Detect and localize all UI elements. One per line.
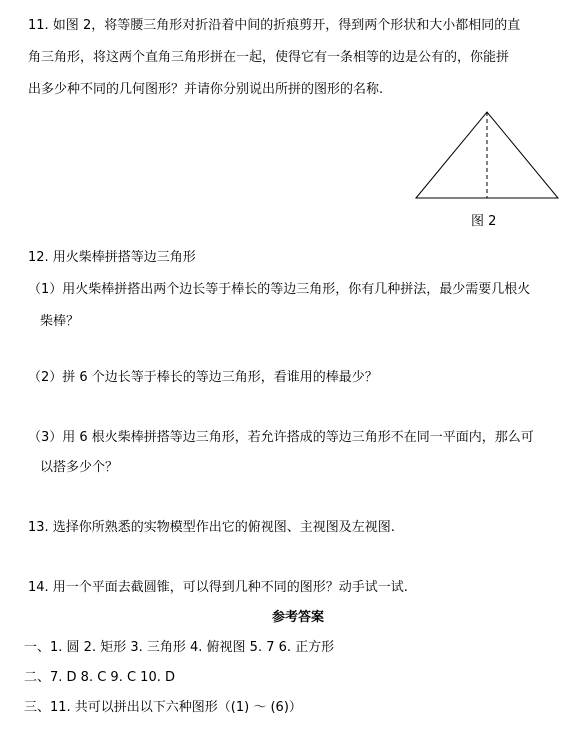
q12-part2: （2）拼 6 个边长等于棒长的等边三角形，看谁用的棒最少？ xyxy=(28,370,378,385)
q11-line2: 角三角形，将这两个直角三角形拼在一起，使得它有一条相等的边是公有的，你能拼 xyxy=(28,50,510,65)
q11-line1: 11. 如图 2，将等腰三角形对折沿着中间的折痕剪开，得到两个形状和大小都相同的直 xyxy=(28,18,521,33)
q12-part3-line2: 以搭多少个？ xyxy=(40,460,119,475)
answers-section3: 三、11. 共可以拼出以下六种图形（(1) ～ (6)） xyxy=(24,700,302,715)
q12-part1-line1: （1）用火柴棒拼搭出两个边长等于棒长的等边三角形，你有几种拼法，最少需要几根火 xyxy=(28,282,531,297)
q11-line3: 出多少种不同的几何图形？并请你分别说出所拼的图形的名称. xyxy=(28,82,384,97)
answers-heading: 参考答案 xyxy=(272,610,325,625)
q12-part1-line2: 柴棒？ xyxy=(40,314,80,329)
q12-part3-line1: （3）用 6 根火柴棒拼搭等边三角形，若允许搭成的等边三角形不在同一平面内，那么可 xyxy=(28,430,534,445)
isosceles-triangle-figure xyxy=(412,108,562,204)
answers-section1: 一、1. 圆 2. 矩形 3. 三角形 4. 俯视图 5. 7 6. 正方形 xyxy=(24,640,335,655)
figure-caption: 图 2 xyxy=(471,214,497,229)
q12-title: 12. 用火柴棒拼搭等边三角形 xyxy=(28,250,196,265)
q13: 13. 选择你所熟悉的实物模型作出它的俯视图、主视图及左视图. xyxy=(28,520,395,535)
q14: 14. 用一个平面去截圆锥，可以得到几种不同的图形？动手试一试. xyxy=(28,580,408,595)
answers-section2: 二、7. D 8. C 9. C 10. D xyxy=(24,670,175,685)
